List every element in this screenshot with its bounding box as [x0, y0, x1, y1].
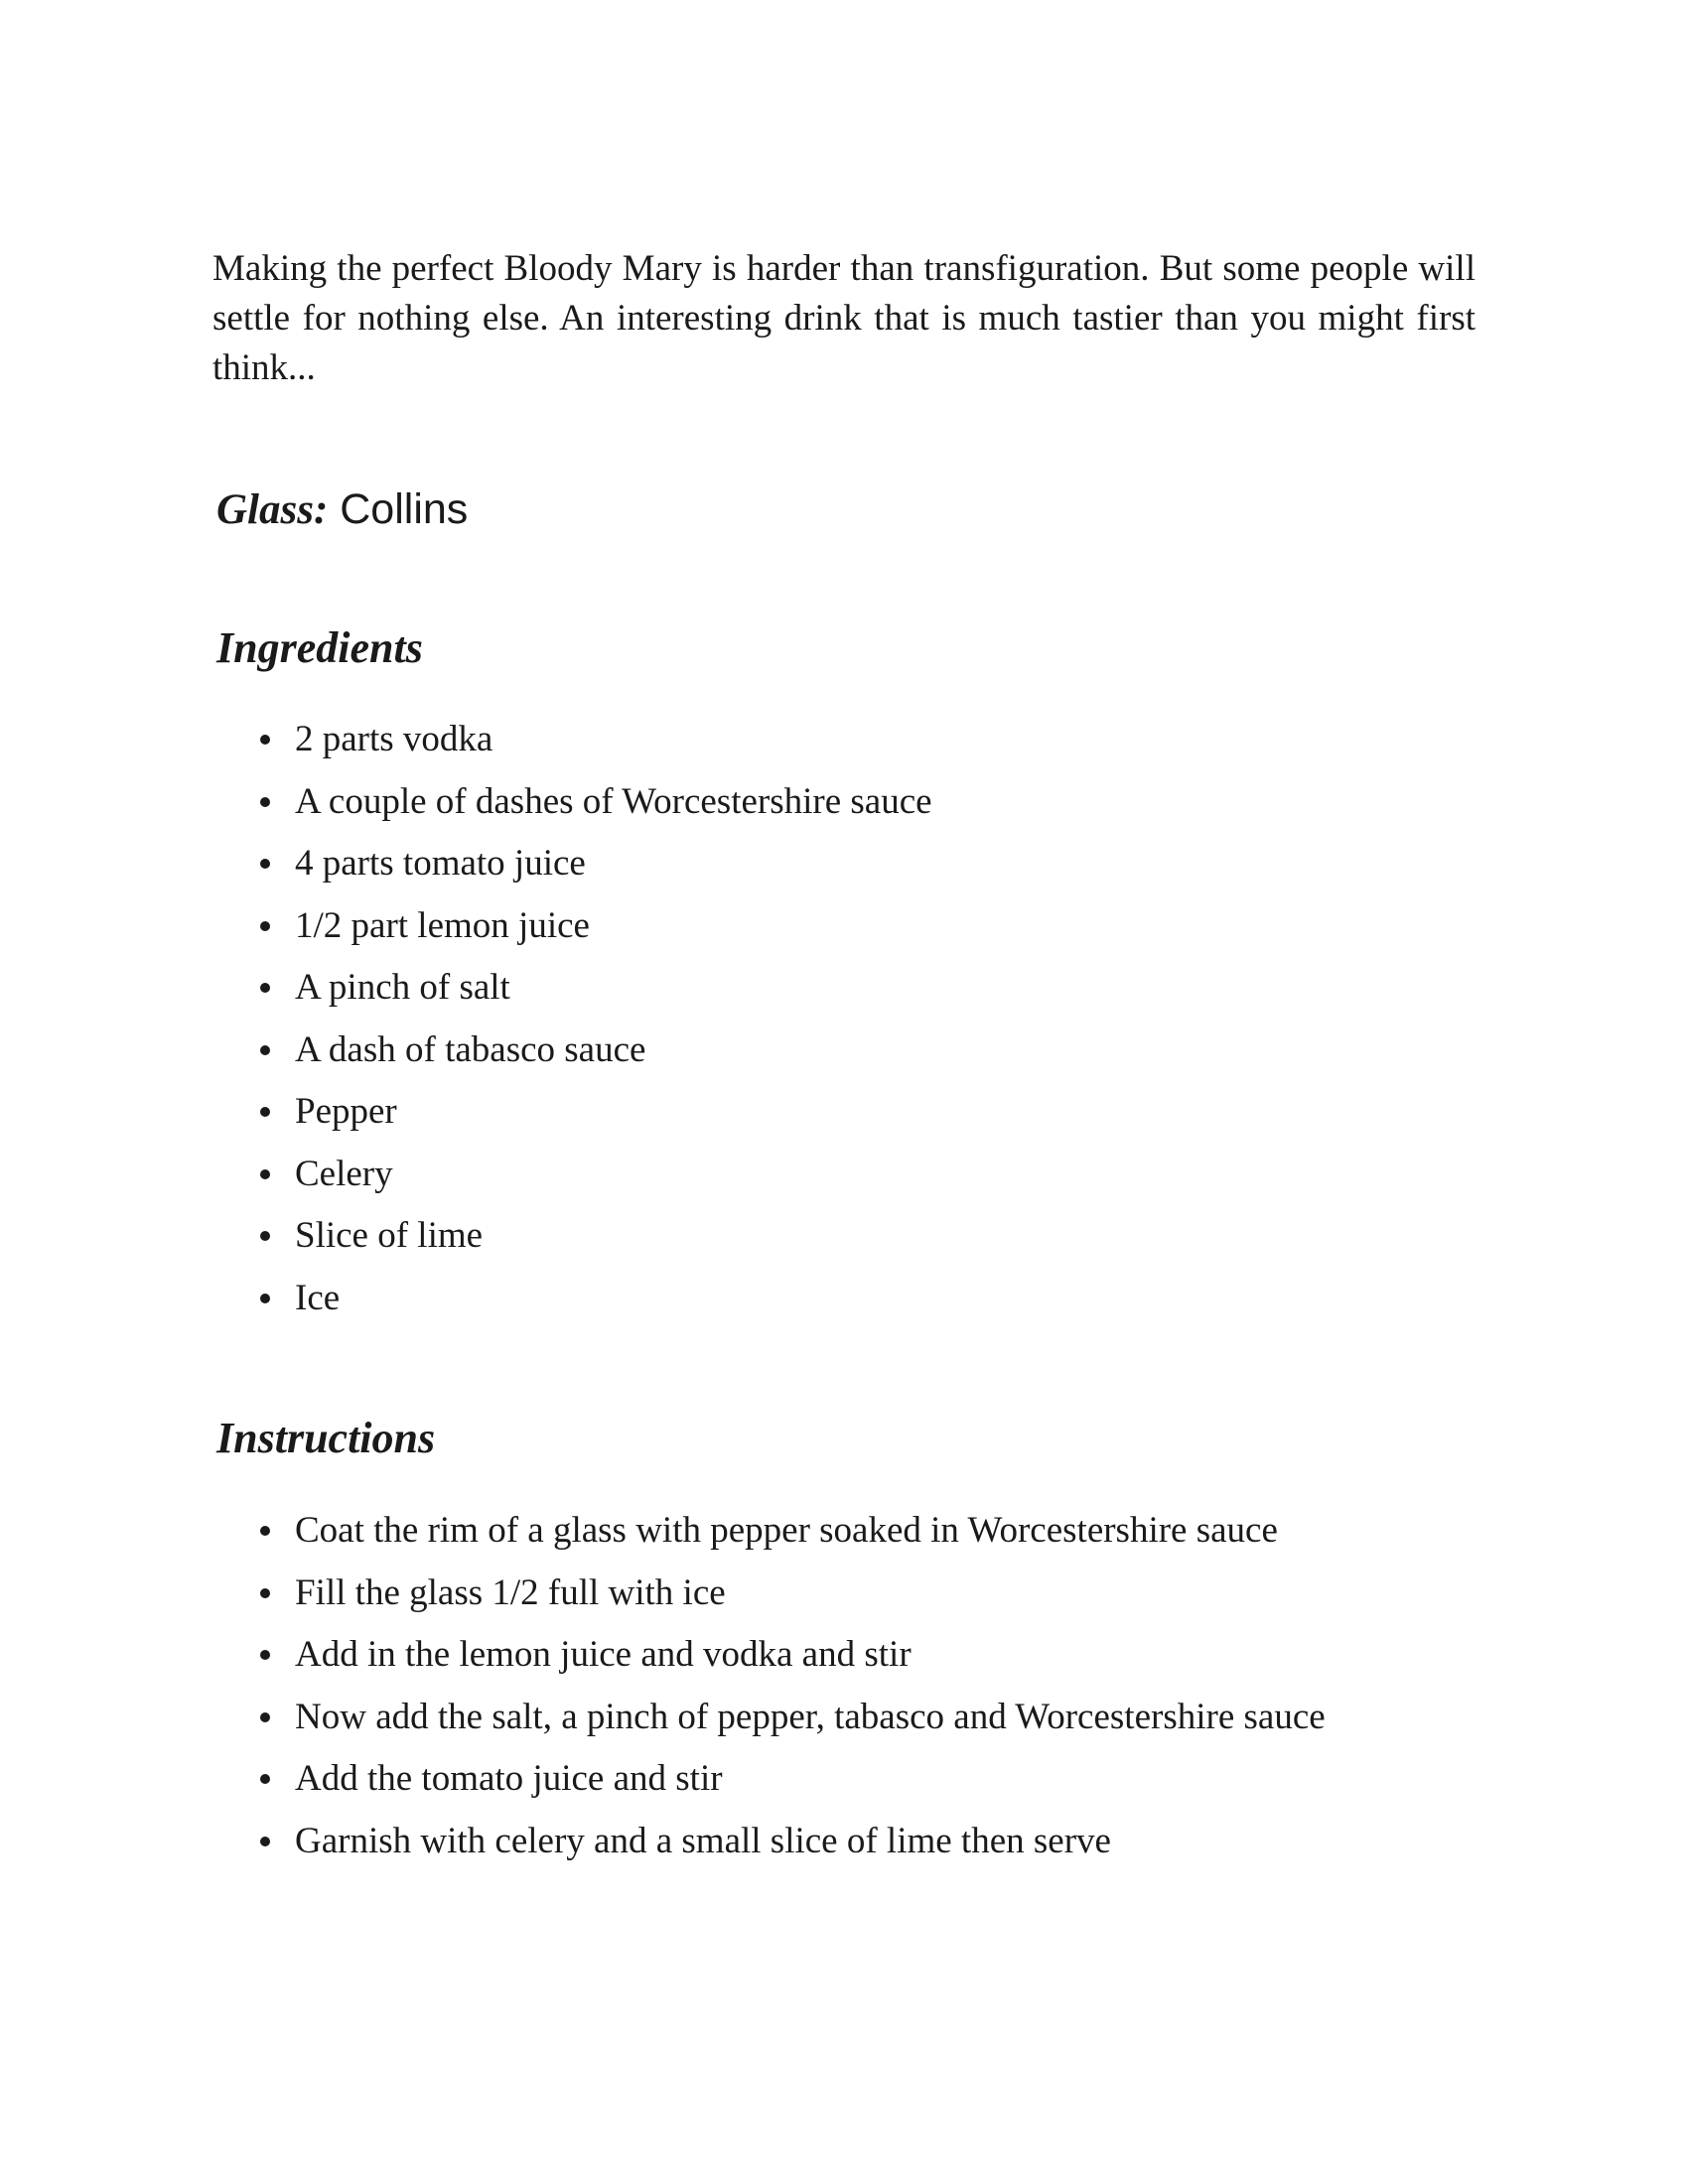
- ingredient-text: Slice of lime: [295, 1215, 484, 1256]
- ingredient-text: A couple of dashes of Worcestershire sauce: [295, 780, 932, 822]
- bullet-icon: [260, 859, 270, 869]
- ingredient-item: [260, 1020, 932, 1082]
- glass-label: Glass:: [216, 486, 329, 533]
- ingredient-item: [260, 1081, 932, 1144]
- bullet-icon: [260, 1837, 270, 1846]
- ingredient-text: 1/2 part lemon juice: [295, 904, 590, 946]
- instruction-item: [260, 1563, 1326, 1625]
- ingredient-text: Ice: [295, 1277, 341, 1318]
- ingredient-text: A dash of tabasco sauce: [295, 1028, 646, 1070]
- ingredients-heading: Ingredients: [216, 623, 423, 672]
- bullet-icon: [260, 797, 270, 807]
- bullet-icon: [260, 735, 270, 745]
- glass-line: [216, 481, 468, 538]
- intro-paragraph: Making the perfect Bloody Mary is harder than transfiguration. But some people will settle for nothing else. An interesting drink that is much tastier than you might first think...: [212, 248, 1476, 388]
- bullet-icon: [260, 1588, 270, 1598]
- instruction-item: [260, 1687, 1326, 1749]
- instruction-text: Now add the salt, a pinch of pepper, tabasco and Worcestershire sauce: [295, 1696, 1326, 1737]
- ingredient-item: [260, 833, 932, 895]
- bullet-icon: [260, 1650, 270, 1660]
- bullet-icon: [260, 1712, 270, 1722]
- ingredient-text: 4 parts tomato juice: [295, 843, 586, 884]
- instruction-item: [260, 1811, 1326, 1873]
- bullet-icon: [260, 983, 270, 993]
- ingredient-text: 2 parts vodka: [295, 719, 493, 759]
- bullet-icon: [260, 1107, 270, 1117]
- bullet-icon: [260, 1169, 270, 1179]
- bullet-icon: [260, 1045, 270, 1055]
- ingredient-item: [260, 1205, 932, 1268]
- bullet-icon: [260, 1526, 270, 1536]
- bullet-icon: [260, 1774, 270, 1784]
- bullet-icon: [260, 921, 270, 931]
- ingredient-item: [260, 709, 932, 771]
- glass-value: Collins: [340, 485, 469, 533]
- instructions-list: [260, 1500, 1326, 1872]
- instruction-text: Add in the lemon juice and vodka and stir: [295, 1634, 912, 1675]
- ingredients-list: [260, 709, 932, 1329]
- instruction-item: [260, 1624, 1326, 1687]
- ingredient-text: A pinch of salt: [295, 967, 510, 1008]
- ingredient-item: [260, 1268, 932, 1330]
- ingredient-item: [260, 895, 932, 958]
- bullet-icon: [260, 1231, 270, 1241]
- instruction-item: [260, 1748, 1326, 1811]
- instruction-text: Add the tomato juice and stir: [295, 1758, 723, 1799]
- instruction-text: Fill the glass 1/2 full with ice: [295, 1571, 726, 1613]
- ingredient-item: [260, 771, 932, 834]
- instruction-text: Coat the rim of a glass with pepper soaked in Worcestershire sauce: [295, 1510, 1278, 1551]
- instruction-text: Garnish with celery and a small slice of lime then serve: [295, 1820, 1111, 1861]
- bullet-icon: [260, 1294, 270, 1303]
- ingredient-item: [260, 957, 932, 1020]
- ingredient-text: Celery: [295, 1153, 393, 1194]
- instruction-item: [260, 1500, 1326, 1563]
- ingredient-item: [260, 1144, 932, 1206]
- ingredient-text: Pepper: [295, 1091, 397, 1132]
- instructions-heading: Instructions: [216, 1414, 436, 1462]
